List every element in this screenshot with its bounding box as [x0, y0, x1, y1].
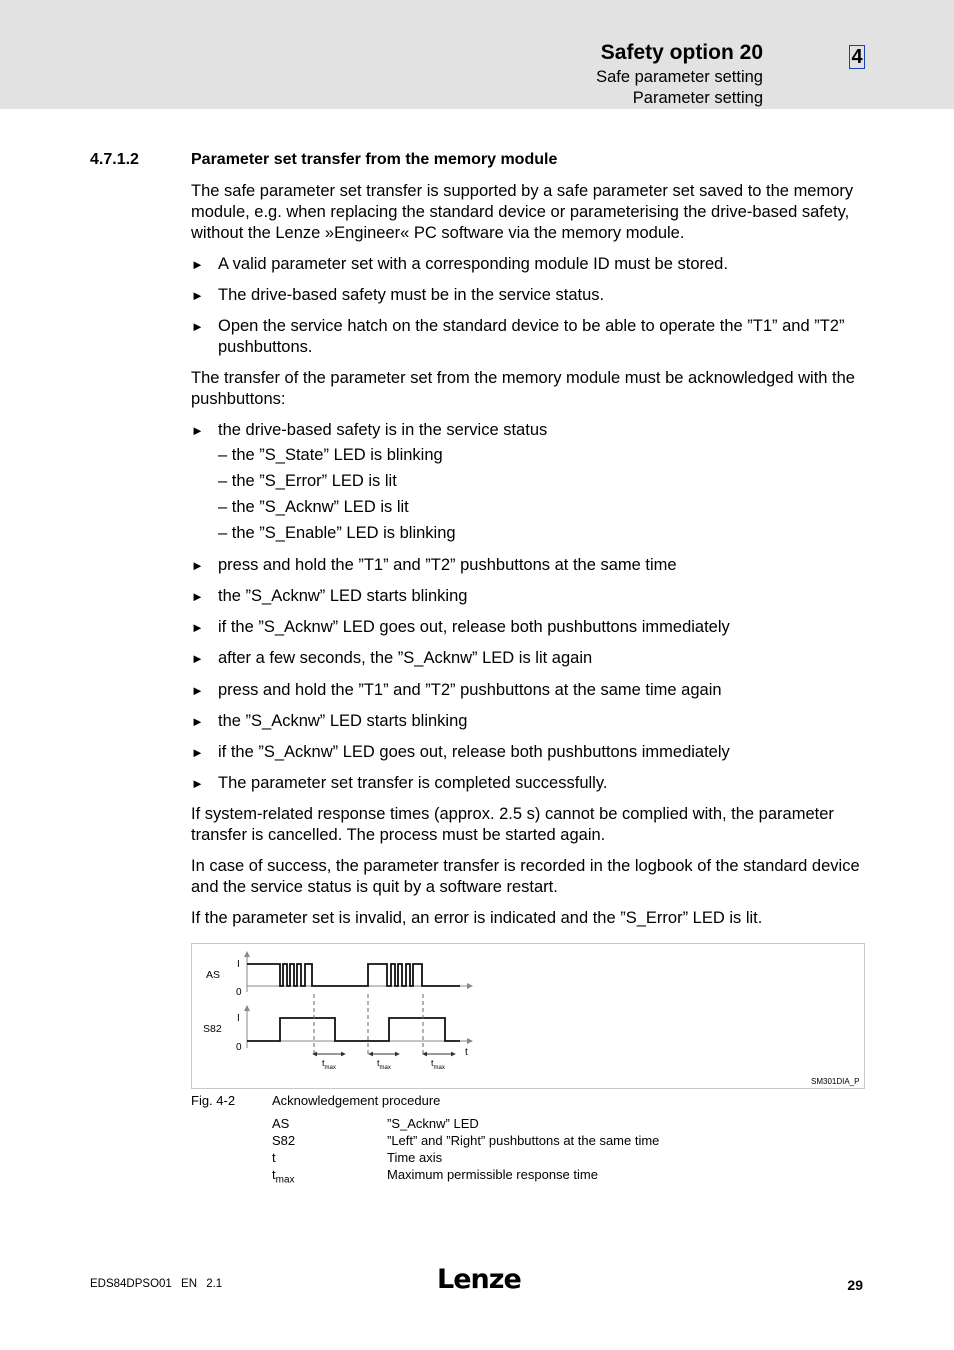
bullet-text: the ”S_Acknw” LED starts blinking	[218, 587, 468, 605]
legend-term: AS	[272, 1116, 290, 1131]
figure-label: Fig. 4-2	[191, 1093, 236, 1108]
bullet-arrow-icon: ►	[191, 288, 204, 303]
figure-caption: Acknowledgement procedure	[272, 1093, 441, 1108]
level-high-as: I	[237, 959, 240, 970]
bullet-arrow-icon: ►	[191, 714, 204, 729]
timing-diagram	[192, 944, 864, 1088]
header-subtitle-2: Parameter setting	[632, 89, 763, 107]
sub-item: – the ”S_Acknw” LED is lit	[218, 498, 409, 516]
bullet-text: the drive-based safety is in the service status	[218, 421, 548, 439]
bullet-arrow-icon: ►	[191, 257, 204, 272]
bullet-text: A valid parameter set with a corresponding module ID must be stored.	[218, 255, 728, 273]
legend-term: S82	[272, 1133, 296, 1148]
paragraph-acknowledge: The transfer of the parameter set from the memory module must be acknowledged with the pushbuttons:	[191, 369, 855, 408]
figure-frame	[191, 943, 865, 1089]
bullet-arrow-icon: ►	[191, 651, 204, 666]
bullet-text: press and hold the ”T1” and ”T2” pushbuttons at the same time again	[218, 681, 722, 699]
tmax-label-1: $t_{max}$	[322, 1058, 336, 1071]
legend-definition: Maximum permissible response time	[387, 1167, 598, 1182]
as-waveform	[247, 964, 460, 986]
lenze-logo: Lenze	[437, 1264, 521, 1295]
section-title: Parameter set transfer from the memory module	[191, 151, 558, 168]
legend-definition: ”S_Acknw” LED	[387, 1116, 479, 1131]
bullet-text: the ”S_Acknw” LED starts blinking	[218, 712, 468, 730]
figure-code: SM301DIA_P	[811, 1077, 860, 1086]
header-subtitle-1: Safe parameter setting	[596, 68, 763, 86]
page-title: Safety option 20	[600, 41, 763, 64]
bullet-arrow-icon: ►	[191, 745, 204, 760]
legend-term: t	[272, 1150, 276, 1165]
footer-lang: EN	[181, 1278, 198, 1290]
page-number: 29	[847, 1277, 863, 1293]
sub-item: – the ”S_State” LED is blinking	[218, 446, 443, 464]
signal-label-s82: S82	[203, 1023, 222, 1035]
chapter-link[interactable]: 4	[849, 45, 865, 69]
bullet-arrow-icon: ►	[191, 558, 204, 573]
signal-label-as: AS	[206, 969, 221, 981]
legend-definition: Time axis	[387, 1150, 443, 1165]
bullet-text: press and hold the ”T1” and ”T2” pushbuttons at the same time	[218, 556, 677, 574]
level-low-as: 0	[236, 987, 242, 998]
bullet-text: if the ”S_Acknw” LED goes out, release both pushbuttons immediately	[218, 743, 730, 761]
footer-version: 2.1	[206, 1278, 223, 1290]
bullet-text: The parameter set transfer is completed successfully.	[218, 774, 608, 792]
bullet-arrow-icon: ►	[191, 589, 204, 604]
s82-waveform	[247, 1018, 460, 1041]
sub-item: – the ”S_Enable” LED is blinking	[218, 524, 456, 542]
sub-item: – the ”S_Error” LED is lit	[218, 472, 397, 490]
tmax-label-3: $t_{max}$	[431, 1058, 445, 1071]
bullet-text: The drive-based safety must be in the service status.	[218, 286, 605, 304]
time-axis-label: t	[465, 1047, 468, 1058]
paragraph-response-times: If system-related response times (approx. 2.5 s) cannot be complied with, the parameter transfer is cancelled. The process must be started again.	[191, 805, 834, 844]
section-number: 4.7.1.2	[90, 151, 139, 168]
bullet-arrow-icon: ►	[191, 620, 204, 635]
bullet-arrow-icon: ►	[191, 319, 204, 334]
bullet-text: if the ”S_Acknw” LED goes out, release both pushbuttons immediately	[218, 618, 730, 636]
level-high-s82: I	[237, 1013, 240, 1024]
level-low-s82: 0	[236, 1042, 242, 1053]
paragraph-invalid: If the parameter set is invalid, an error is indicated and the ”S_Error” LED is lit.	[191, 909, 763, 927]
legend-definition: ”Left” and ”Right” pushbuttons at the same time	[387, 1133, 660, 1148]
tmax-label-2: $t_{max}$	[377, 1058, 391, 1071]
paragraph-success: In case of success, the parameter transfer is recorded in the logbook of the standard device and the service status is quit by a software restart.	[191, 857, 860, 896]
footer-doc-info	[90, 1278, 228, 1290]
bullet-text: after a few seconds, the ”S_Acknw” LED is lit again	[218, 649, 593, 667]
header-band	[0, 0, 954, 109]
intro-paragraph: The safe parameter set transfer is supported by a safe parameter set saved to the memory module, e.g. when replacing the standard device or parameterising the drive-based safety, without the Lenze »Engineer« PC software via the memory module.	[191, 182, 854, 242]
footer-doc-id: EDS84DPSO01	[90, 1278, 172, 1290]
bullet-arrow-icon: ►	[191, 776, 204, 791]
legend-term: $t_{max}$	[272, 1167, 295, 1186]
bullet-text: Open the service hatch on the standard device to be able to operate the ”T1” and ”T2” pushbuttons.	[218, 317, 845, 356]
bullet-arrow-icon: ►	[191, 683, 204, 698]
bullet-arrow-icon: ►	[191, 423, 204, 438]
